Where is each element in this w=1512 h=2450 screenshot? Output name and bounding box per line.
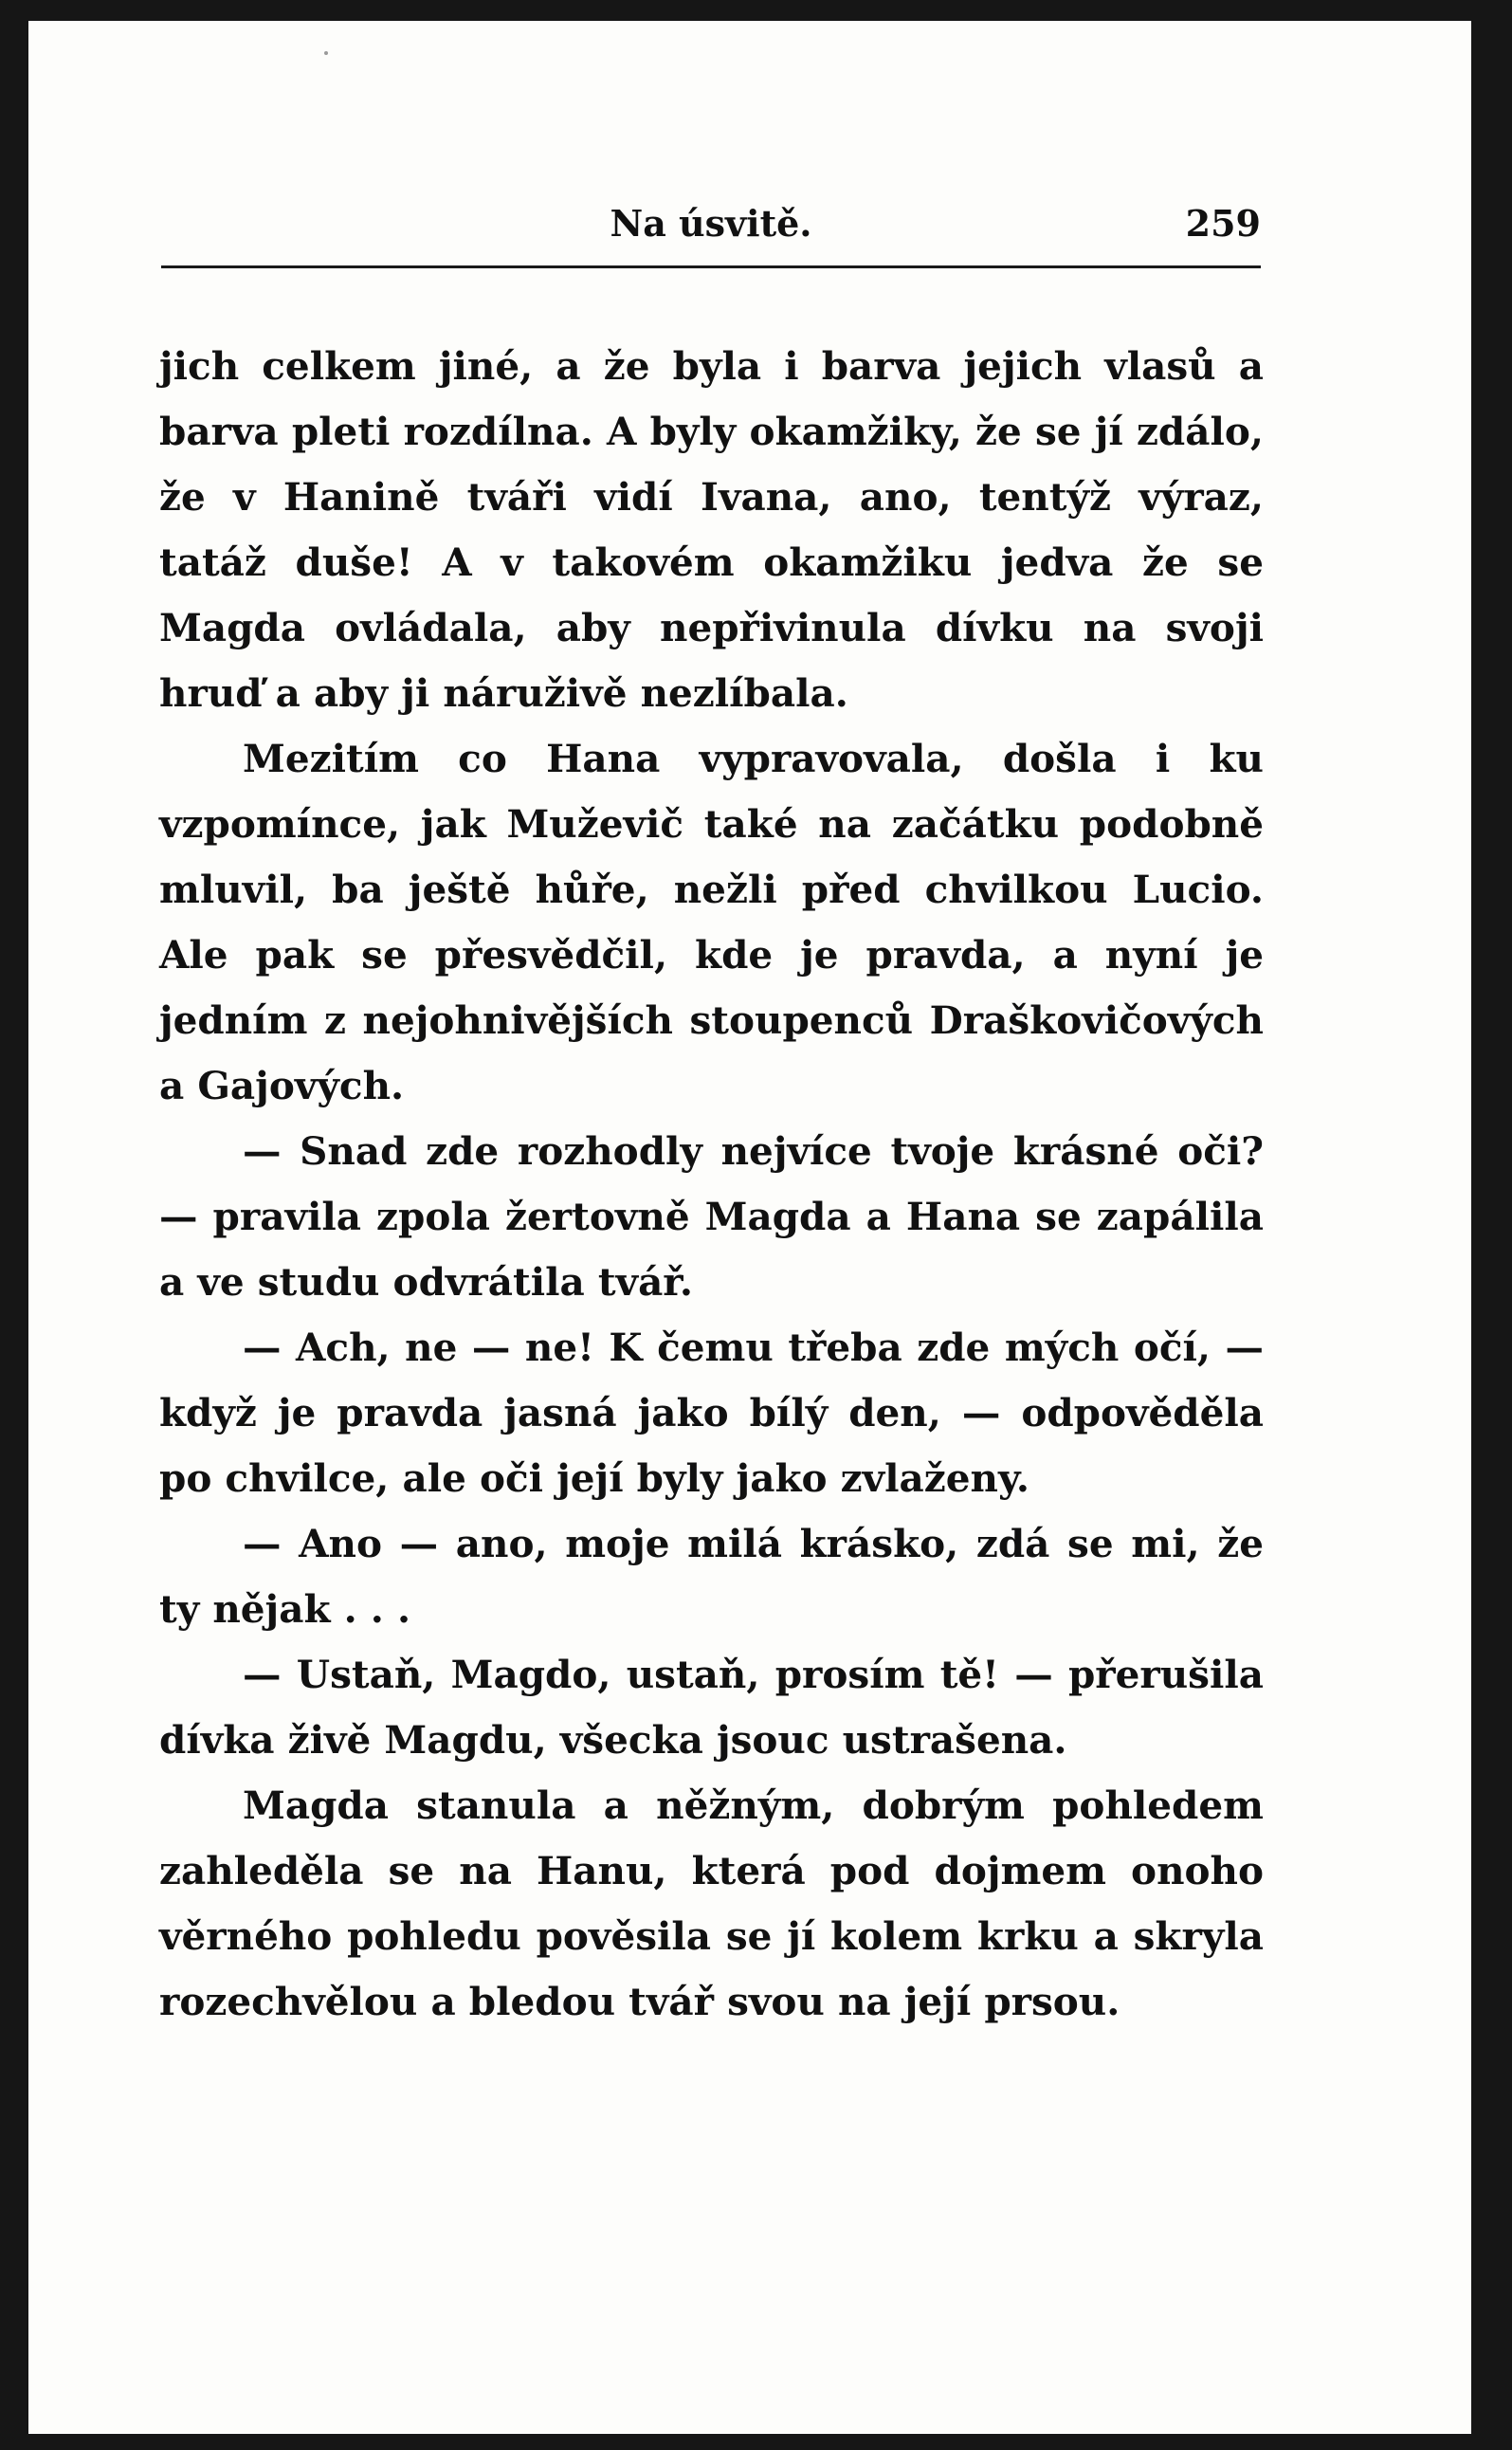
body-text [159, 334, 1264, 2035]
paragraph: Magda stanula a něžným, dobrým pohledem zahleděla se na Hanu, která pod dojmem onoho věrného pohledu pověsila se jí kolem krku a skryla rozechvělou a bledou tvář svou na její prsou. [159, 1783, 1264, 2024]
running-header [161, 185, 1261, 270]
paragraph: jich celkem jiné, a že byla i barva jejich vlasů a barva pleti rozdílna. A byly okamžiky, že se jí zdálo, že v Hanině tváři vidí Ivana, ano, tentýž výraz, tatáž duše! A v takovém okamžiku jedva že se Magda ovládala, aby nepřivinula dívku na svoji hruď a aby ji náruživě nezlíbala. [159, 343, 1264, 716]
paragraph: Mezitím co Hana vypravovala, došla i ku vzpomínce, jak Muževič také na začátku podobně mluvil, ba ještě hůře, nežli před chvilkou Lucio. Ale pak se přesvědčil, kde je pravda, a nyní je jedním z nejohnivějších stoupenců Draškovičových a Gajových. [159, 736, 1264, 1108]
running-title: Na úsvitě. [610, 202, 812, 245]
header-rule [161, 265, 1261, 268]
paper-speck [324, 51, 328, 55]
dialogue-paragraph: — Ach, ne — ne! K čemu třeba zde mých očí, — když je pravda jasná jako bílý den, — odpověděla po chvilce, ale oči její byly jako zvlaženy. [159, 1325, 1264, 1501]
page-number: 259 [1185, 202, 1261, 245]
dialogue-paragraph: — Ustaň, Magdo, ustaň, prosím tě! — přerušila dívka živě Magdu, všecka jsouc ustrašena. [159, 1652, 1264, 1763]
dialogue-paragraph: — Snad zde rozhodly nejvíce tvoje krásné oči? — pravila zpola žertovně Magda a Hana se zapálila a ve studu odvrátila tvář. [159, 1128, 1264, 1305]
dialogue-paragraph: — Ano — ano, moje milá krásko, zdá se mi, že ty nějak . . . [159, 1521, 1264, 1632]
